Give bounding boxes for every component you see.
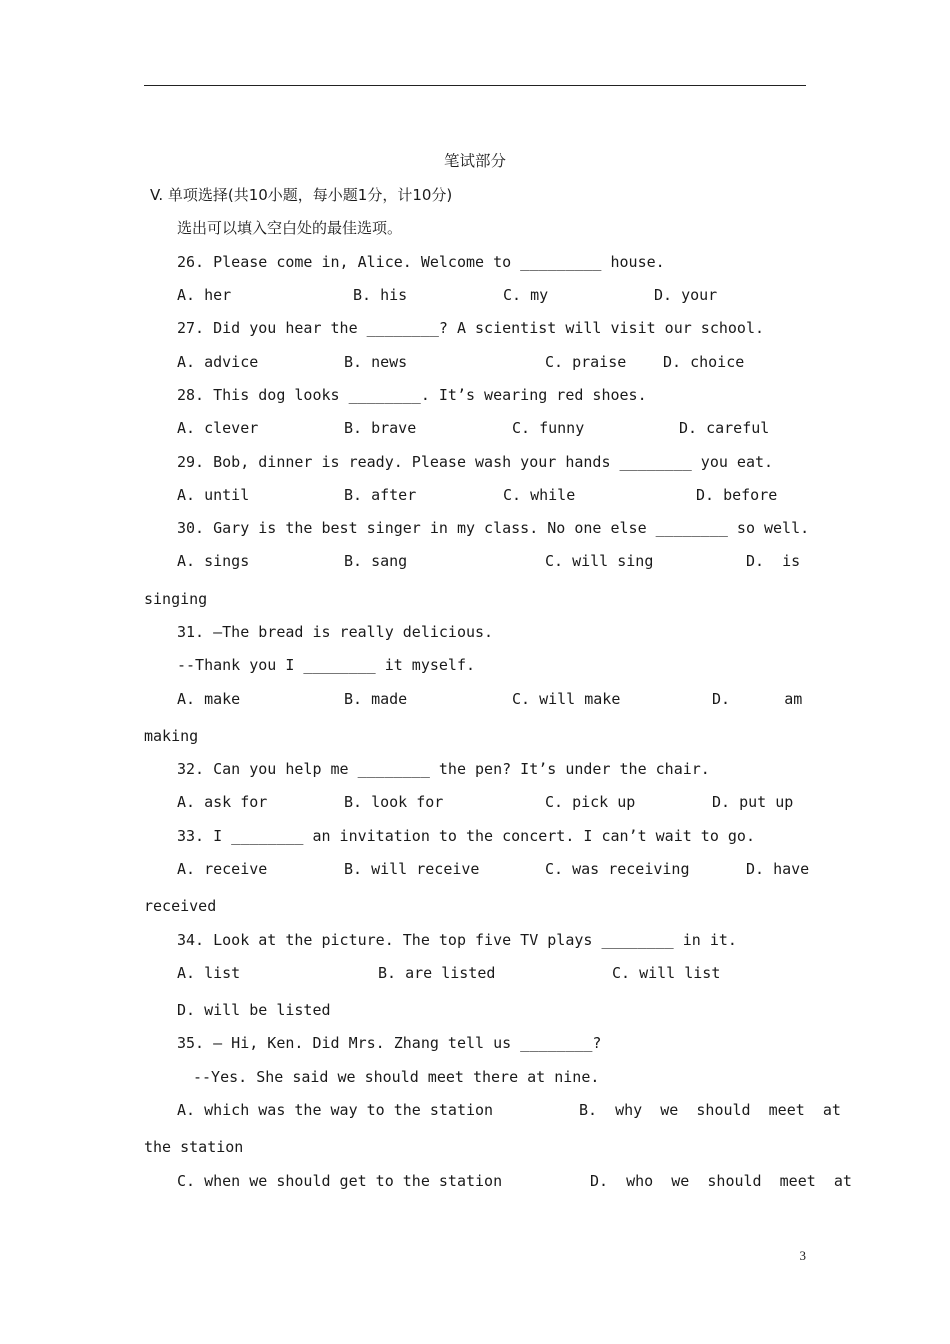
q30-option-b: B. sang: [344, 552, 408, 570]
question-35-reply: --Yes. She said we should meet there at nine.: [193, 1068, 600, 1086]
q27-option-a: A. advice: [177, 353, 259, 371]
q27-option-d: D. choice: [663, 353, 745, 371]
question-31-stem: 31. –The bread is really delicious.: [177, 623, 494, 641]
question-31-reply: --Thank you I ________ it myself.: [177, 656, 476, 674]
q32-option-b: B. look for: [344, 793, 444, 811]
q34-option-c: C. will list: [612, 964, 721, 982]
q30-option-d-wrap: singing: [144, 590, 208, 608]
question-34-stem: 34. Look at the picture. The top five TV plays ________ in it.: [177, 931, 737, 949]
q35-option-b-wrap: the station: [144, 1138, 244, 1156]
q33-option-d-wrap: received: [144, 897, 217, 915]
q30-option-d: D. is: [746, 552, 801, 570]
question-35-stem: 35. – Hi, Ken. Did Mrs. Zhang tell us ________?: [177, 1034, 602, 1052]
q27-option-b: B. news: [344, 353, 408, 371]
q31-option-a: A. make: [177, 690, 241, 708]
q30-option-c: C. will sing: [545, 552, 654, 570]
q32-option-d: D. put up: [712, 793, 794, 811]
question-28-stem: 28. This dog looks ________. It’s wearing red shoes.: [177, 386, 647, 404]
q26-option-b: B. his: [353, 286, 408, 304]
q32-option-a: A. ask for: [177, 793, 268, 811]
q32-option-c: C. pick up: [545, 793, 636, 811]
q26-option-c: C. my: [503, 286, 549, 304]
question-26-stem: 26. Please come in, Alice. Welcome to _________ house.: [177, 253, 665, 271]
question-27-stem: 27. Did you hear the ________? A scientist will visit our school.: [177, 319, 764, 337]
q30-option-a: A. sings: [177, 552, 250, 570]
q34-option-d: D. will be listed: [177, 1001, 331, 1019]
question-32-stem: 32. Can you help me ________ the pen? It’s under the chair.: [177, 760, 710, 778]
q28-option-a: A. clever: [177, 419, 259, 437]
q28-option-c: C. funny: [512, 419, 585, 437]
q33-option-d: D. have: [746, 860, 810, 878]
header-rule: [144, 85, 806, 86]
q29-option-c: C. while: [503, 486, 576, 504]
q34-option-a: A. list: [177, 964, 241, 982]
q28-option-b: B. brave: [344, 419, 417, 437]
q31-option-d-wrap: making: [144, 727, 199, 745]
section-heading: V. 单项选择(共10小题，每小题1分，计10分): [150, 186, 453, 204]
q35-option-a: A. which was the way to the station: [177, 1101, 494, 1119]
section-title: 笔试部分: [443, 152, 506, 170]
q27-option-c: C. praise: [545, 353, 627, 371]
q33-option-c: C. was receiving: [545, 860, 690, 878]
q29-option-a: A. until: [177, 486, 250, 504]
q31-option-c: C. will make: [512, 690, 621, 708]
q26-option-d: D. your: [654, 286, 718, 304]
q35-option-c: C. when we should get to the station: [177, 1172, 503, 1190]
question-29-stem: 29. Bob, dinner is ready. Please wash your hands ________ you eat.: [177, 453, 774, 471]
question-30-stem: 30. Gary is the best singer in my class. No one else ________ so well.: [177, 519, 810, 537]
instruction: 选出可以填入空白处的最佳选项。: [177, 219, 403, 237]
q31-option-d: D. am: [712, 690, 803, 708]
q33-option-b: B. will receive: [344, 860, 480, 878]
q28-option-d: D. careful: [679, 419, 770, 437]
q35-option-d: D. who we should meet at: [590, 1172, 852, 1190]
q31-option-b: B. made: [344, 690, 408, 708]
question-33-stem: 33. I ________ an invitation to the concert. I can’t wait to go.: [177, 827, 755, 845]
q29-option-d: D. before: [696, 486, 778, 504]
q34-option-b: B. are listed: [378, 964, 496, 982]
q26-option-a: A. her: [177, 286, 232, 304]
q29-option-b: B. after: [344, 486, 417, 504]
page-number: 3: [799, 1248, 806, 1263]
q35-option-b: B. why we should meet at: [579, 1101, 841, 1119]
q33-option-a: A. receive: [177, 860, 268, 878]
